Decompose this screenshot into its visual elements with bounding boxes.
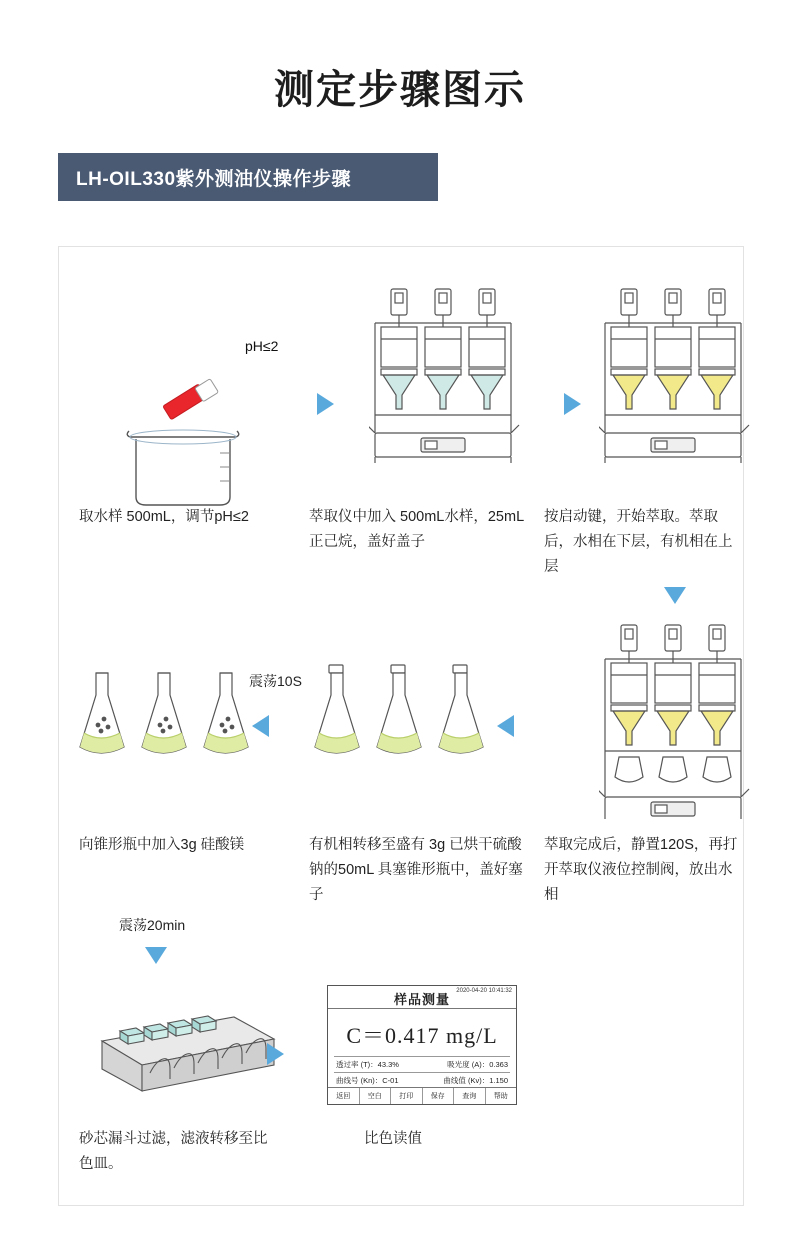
display-values [328,1056,516,1088]
section-banner [58,153,438,201]
display-timestamp: 2020-04-20 10:41:32 [456,988,512,994]
display-button-query[interactable]: 查询 [454,1088,486,1104]
caption-step-4: 萃取完成后，静置120S，再打开萃取仪液位控制阀，放出水相 [544,837,738,903]
figure-extractor-2 [369,283,539,483]
display-button-blank[interactable]: 空白 [360,1088,392,1104]
display-absorbance: 吸光度 (A)：0.363 [447,1060,508,1069]
display-title: 样品测量 [393,992,450,1007]
figure-beaker [89,327,289,507]
instrument-display [327,985,517,1105]
figure-extractor-3 [599,283,769,483]
label-shake-20min: 震荡20min [119,917,186,933]
arrow-step3-to-step4 [664,587,686,604]
label-shake-10s: 震荡10S [249,673,302,689]
steps-panel [58,246,744,1206]
figure-flasks-step6 [74,655,274,785]
display-curve-value: 曲线值 (Kv)：1.150 [443,1076,508,1085]
display-header [328,986,516,1009]
arrow-step7-to-step8 [267,1043,284,1065]
figure-flasks-step5 [309,655,509,785]
arrow-step2-to-step3 [564,393,581,415]
page-title: 测定步骤图示 [274,68,526,112]
figure-cuvette-rack [84,995,284,1105]
caption-step-8: 比色读值 [364,1131,422,1147]
caption-step-2: 萃取仪中加入 500mL水样，25mL 正己烷，盖好盖子 [309,509,524,550]
ph-note-label: pH≤2 [245,338,279,354]
caption-step-7: 砂芯漏斗过滤，滤液转移至比色皿。 [79,1131,268,1172]
caption-step-1: 取水样 500mL，调节pH≤2 [79,509,249,525]
display-curve-number: 曲线号 (Kn)：C-01 [336,1076,399,1085]
display-button-save[interactable]: 保存 [423,1088,455,1104]
display-button-back[interactable]: 返回 [328,1088,360,1104]
caption-step-6: 向锥形瓶中加入3g 硅酸镁 [79,837,245,853]
figure-extractor-4 [599,619,769,819]
caption-step-5: 有机相转移至盛有 3g 已烘干硫酸钠的50mL 具塞锥形瓶中，盖好塞子 [309,837,523,903]
display-reading: C＝0.417 mg/L [346,1023,498,1048]
display-button-bar [328,1087,516,1104]
display-transmittance: 透过率 (T)：43.3% [336,1060,399,1069]
display-button-print[interactable]: 打印 [391,1088,423,1104]
display-button-help[interactable]: 帮助 [493,1093,508,1100]
arrow-step1-to-step2 [317,393,334,415]
caption-step-3: 按启动键，开始萃取。萃取后，水相在下层，有机相在上层 [544,509,733,575]
banner-label: LH-OIL330紫外测油仪操作步骤 [76,168,352,190]
arrow-to-step7 [145,947,167,964]
